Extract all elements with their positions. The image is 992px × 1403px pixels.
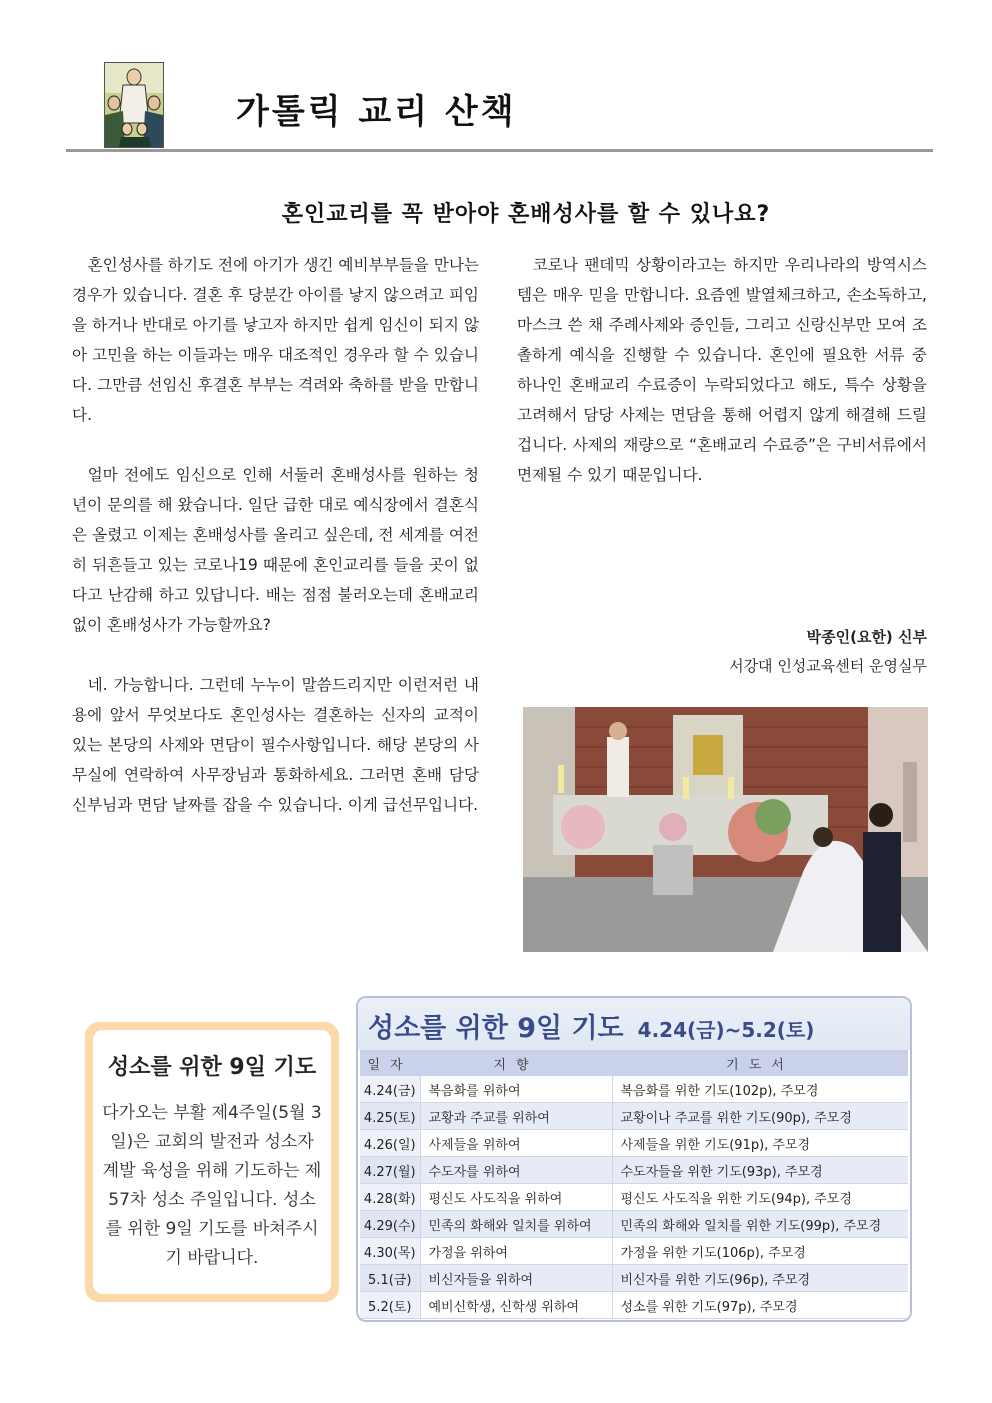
header-divider	[66, 149, 933, 152]
novena-dates: 4.24(금)~5.2(토)	[637, 1018, 815, 1042]
column-header-date: 일자	[360, 1050, 420, 1076]
novena-title: 성소를 위한 9일 기도	[368, 1013, 624, 1044]
table-row	[360, 1103, 908, 1130]
row-prayer: 사제들을 위한 기도(91p), 주모경	[612, 1130, 908, 1157]
table-row	[360, 1157, 908, 1184]
page-title: 가톨릭 교리 산책	[236, 92, 517, 132]
vocation-notice-box	[85, 1022, 339, 1302]
author-affiliation: 서강대 인성교육센터 운영실무	[729, 657, 927, 675]
row-intention: 평신도 사도직을 위하여	[420, 1184, 612, 1211]
row-prayer: 비신자를 위한 기도(96p), 주모경	[612, 1265, 908, 1292]
article-left-column	[72, 250, 479, 850]
row-intention: 사제들을 위하여	[420, 1130, 612, 1157]
table-row	[360, 1076, 908, 1103]
row-date: 4.25(토)	[360, 1103, 420, 1130]
author-block	[729, 623, 927, 681]
article-title: 혼인교리를 꼭 받아야 혼배성사를 할 수 있나요?	[281, 202, 771, 227]
article-paragraph: 혼인성사를 하기도 전에 아기가 생긴 예비부부들을 만나는 경우가 있습니다. 결혼 후 당분간 아이를 낳지 않으려고 피임을 하거나 반대로 아기를 낳고자 하지만 쉽게 임신이 되지 않아 고민을 하는 이들과는 매우 대조적인 경우라 할 수 있습니다. 그만큼 선임신 후결혼 부부는 격려와 축하를 받을 만합니다.	[72, 256, 479, 424]
row-prayer: 복음화를 위한 기도(102p), 주모경	[612, 1076, 908, 1103]
novena-table	[360, 1050, 908, 1319]
row-date: 5.1(금)	[360, 1265, 420, 1292]
row-intention: 가정을 위하여	[420, 1238, 612, 1265]
row-prayer: 성소를 위한 기도(97p), 주모경	[612, 1292, 908, 1319]
column-header-intention: 지향	[420, 1050, 612, 1076]
column-header-prayer: 기도서	[612, 1050, 908, 1076]
article-paragraph: 네. 가능합니다. 그런데 누누이 말씀드리지만 이런저런 내용에 앞서 무엇보다도 혼인성사는 결혼하는 신자의 교적이 있는 본당의 사제와 면담이 필수사항입니다. 해당 본당의 사무실에 연락하여 사무장님과 통화하세요. 그러면 혼배 담당 신부님과 면담 날짜를 잡을 수 있습니다. 이게 급선무입니다.	[72, 676, 479, 814]
table-row	[360, 1130, 908, 1157]
novena-header	[358, 998, 910, 1050]
row-intention: 비신자들을 위하여	[420, 1265, 612, 1292]
table-row	[360, 1292, 908, 1319]
notice-body: 다가오는 부활 제4주일(5월 3일)은 교회의 발전과 성소자 계발 육성을 위해 기도하는 제57차 성소 주일입니다. 성소를 위한 9일 기도를 바쳐주시기 바랍니다.	[102, 1103, 322, 1268]
table-row	[360, 1211, 908, 1238]
notice-title: 성소를 위한 9일 기도	[107, 1055, 317, 1080]
christ-disciples-icon	[105, 63, 163, 147]
author-name: 박종인(요한) 신부	[806, 628, 927, 646]
table-row	[360, 1238, 908, 1265]
table-row	[360, 1184, 908, 1211]
row-date: 5.2(토)	[360, 1292, 420, 1319]
table-row	[360, 1265, 908, 1292]
row-intention: 교황과 주교를 위하여	[420, 1103, 612, 1130]
row-date: 4.27(월)	[360, 1157, 420, 1184]
row-date: 4.29(수)	[360, 1211, 420, 1238]
row-intention: 수도자를 위하여	[420, 1157, 612, 1184]
row-intention: 민족의 화해와 일치를 위하여	[420, 1211, 612, 1238]
row-prayer: 교황이나 주교를 위한 기도(90p), 주모경	[612, 1103, 908, 1130]
row-prayer: 평신도 사도직을 위한 기도(94p), 주모경	[612, 1184, 908, 1211]
row-date: 4.30(목)	[360, 1238, 420, 1265]
article-right-column	[517, 250, 927, 520]
article-paragraph: 얼마 전에도 임신으로 인해 서둘러 혼배성사를 원하는 청년이 문의를 해 왔습니다. 일단 급한 대로 예식장에서 결혼식은 올렸고 이제는 혼배성사를 올리고 싶은데, 전 세계를 여전히 뒤흔들고 있는 코로나19 때문에 혼인교리를 들을 곳이 없다고 난감해 하고 있답니다. 배는 점점 불러오는데 혼배교리 없이 혼배성사가 가능할까요?	[72, 466, 479, 634]
row-date: 4.26(일)	[360, 1130, 420, 1157]
row-prayer: 가정을 위한 기도(106p), 주모경	[612, 1238, 908, 1265]
novena-schedule	[356, 996, 912, 1322]
row-intention: 예비신학생, 신학생 위하여	[420, 1292, 612, 1319]
row-intention: 복음화를 위하여	[420, 1076, 612, 1103]
notice-card	[93, 1030, 331, 1294]
row-prayer: 수도자들을 위한 기도(93p), 주모경	[612, 1157, 908, 1184]
header-logo	[104, 62, 164, 148]
wedding-photo	[523, 707, 928, 952]
row-date: 4.24(금)	[360, 1076, 420, 1103]
row-prayer: 민족의 화해와 일치를 위한 기도(99p), 주모경	[612, 1211, 908, 1238]
article-paragraph: 코로나 팬데믹 상황이라고는 하지만 우리나라의 방역시스템은 매우 믿을 만합니다. 요즘엔 발열체크하고, 손소독하고, 마스크 쓴 채 주례사제와 증인들, 그리고 신랑신부만 모여 조촐하게 예식을 진행할 수 있습니다. 혼인에 필요한 서류 중 하나인 혼배교리 수료증이 누락되었다고 해도, 특수 상황을 고려해서 담당 사제는 면담을 통해 어렵지 않게 해결해 드릴 겁니다. 사제의 재량으로 “혼배교리 수료증”은 구비서류에서 면제될 수 있기 때문입니다.	[517, 256, 927, 484]
row-date: 4.28(화)	[360, 1184, 420, 1211]
